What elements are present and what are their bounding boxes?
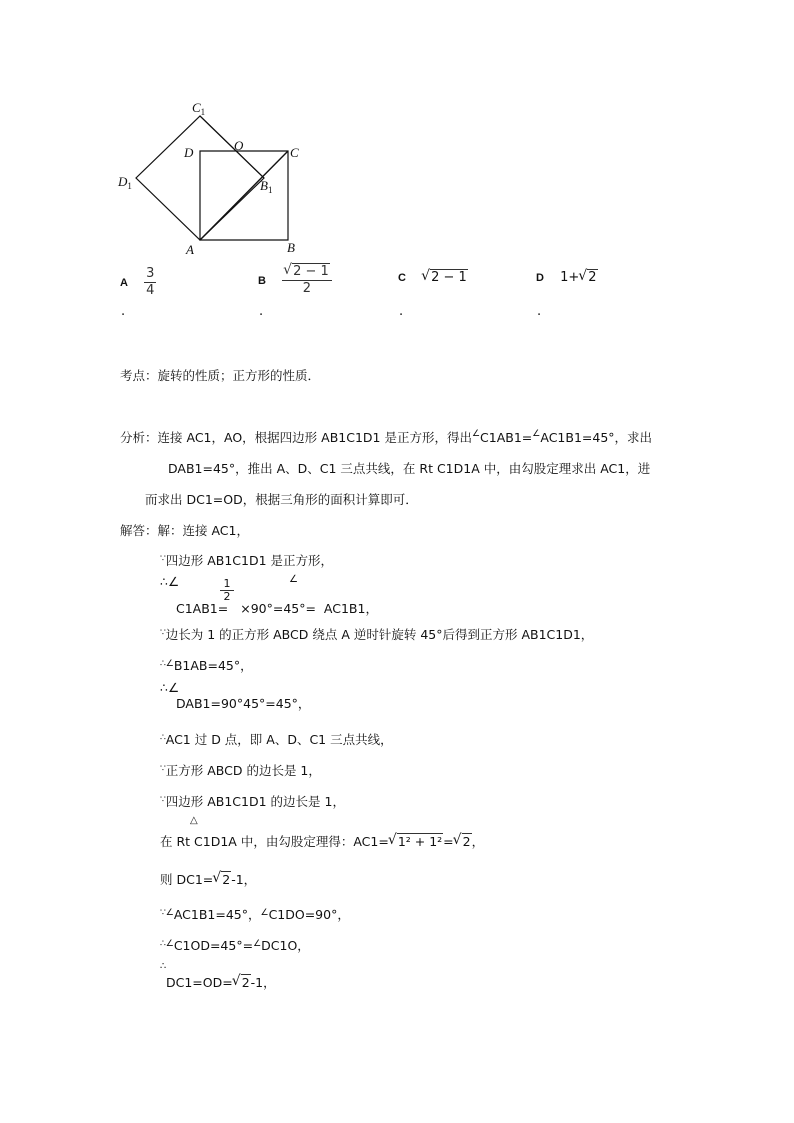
option-d-sqrt-icon: √ 2 [579, 270, 597, 285]
sqrt-icon: √ 2 [213, 872, 231, 887]
triangle-icon: △ [190, 815, 198, 826]
solution-line-5: DAB1=90°45°=45°， [176, 696, 311, 711]
half-fraction: $\frac{1}{2}$ [220, 578, 234, 603]
label-b: B [287, 240, 295, 255]
solution-line-2: C1AB1= ×90°=45°= AC1B1， [176, 601, 378, 616]
angle-icon: ∠ [260, 908, 269, 918]
edge-c1b1 [200, 116, 264, 178]
label-o: O [234, 138, 244, 153]
kaodian-text: 考点：旋转的性质；正方形的性质． [120, 368, 321, 383]
therefore-icon: ∴ [160, 961, 167, 972]
option-c-dot: . [399, 304, 404, 319]
solution-line-12: ∴∠C1OD=45°=∠DC1O， [160, 938, 310, 953]
because-icon: ∵ [160, 554, 166, 564]
therefore-icon: ∴ [160, 659, 166, 669]
solution-label: 解答：解：连接 AC1， [120, 523, 249, 538]
label-b1: $B_1$ [260, 178, 273, 195]
option-c-sqrt-icon: √ 2 − 1 [422, 270, 468, 285]
option-a-letter: A [120, 277, 128, 289]
angle-icon: ∠ [471, 429, 481, 439]
solution-line-8: ∵四边形 AB1C1D1 的边长是 1， [160, 794, 345, 809]
because-icon: ∵ [160, 908, 166, 918]
solution-line-9: 在 Rt C1D1A 中，由勾股定理得：AC1=√ 1² + 1²=√ 2， [160, 832, 484, 850]
option-b-dot: . [259, 304, 264, 319]
option-b-fraction: √ $\frac{2 - 1}{2}$ [282, 264, 332, 297]
therefore-icon: ∴ [160, 733, 166, 743]
because-icon: ∵ [160, 764, 166, 774]
label-c1: $C_1$ [192, 100, 206, 117]
therefore-icon: ∴ [160, 939, 166, 949]
analysis-line-1: 分析：连接 AC1，AO，根据四边形 AB1C1D1 是正方形，得出∠C1AB1=∠AC1B1=45°，求出 [120, 429, 653, 445]
label-d: D [184, 145, 194, 160]
sqrt-icon: √ 2 [233, 975, 251, 990]
option-d[interactable]: D 1+√ 2 [536, 270, 598, 285]
solution-line-6: ∴AC1 过 D 点，即 A、D、C1 三点共线， [160, 732, 393, 747]
option-b[interactable] [258, 264, 332, 297]
analysis-line-2: DAB1=45°，推出 A、D、C1 三点共线，在 Rt C1D1A 中，由勾股定理求出 AC1，进 [168, 461, 651, 476]
angle-icon: ∠ [532, 429, 541, 439]
angle-icon: ∠ [289, 574, 298, 585]
diagonal-ac [200, 151, 288, 240]
solution-line-1: ∵四边形 AB1C1D1 是正方形， [160, 553, 334, 568]
option-b-sqrt-icon: √ 2 − 1 [284, 264, 330, 280]
angle-icon: ∠ [165, 939, 174, 949]
solution-line-10: 则 DC1=√ 2-1， [160, 870, 256, 888]
option-b-letter: B [258, 275, 266, 287]
analysis-line-3: 而求出 DC1=OD，根据三角形的面积计算即可． [145, 492, 418, 507]
option-d-dot: . [537, 304, 542, 319]
option-d-letter: D [536, 272, 544, 284]
option-c-letter: C [398, 272, 406, 284]
option-a-dot: . [121, 304, 126, 319]
solution-line-4: ∴∠B1AB=45°， [160, 658, 253, 673]
because-icon: ∵ [160, 795, 166, 805]
solution-line-7: ∵正方形 ABCD 的边长是 1， [160, 763, 321, 778]
option-a-fraction: $\frac{3}{4}$ [146, 266, 155, 298]
label-a: A [186, 242, 194, 257]
solution-line-3: ∵边长为 1 的正方形 ABCD 绕点 A 逆时针旋转 45°后得到正方形 AB1C1D1， [160, 627, 594, 642]
label-c: C [290, 145, 299, 160]
option-c[interactable] [398, 270, 468, 285]
solution-therefore-angle-2: ∴∠ [160, 680, 180, 695]
square-rotation-diagram [112, 96, 312, 264]
geometry-figure [112, 96, 312, 264]
option-a[interactable] [120, 266, 156, 299]
solution-therefore-angle-1: ∴∠ [160, 574, 180, 589]
solution-line-11: ∵∠AC1B1=45°，∠C1DO=90°， [160, 907, 350, 922]
because-icon: ∵ [160, 628, 166, 638]
angle-icon: ∠ [165, 659, 174, 669]
sqrt-icon: √ 1² + 1² [389, 834, 443, 849]
angle-icon: ∠ [165, 908, 174, 918]
solution-line-13: DC1=OD=√ 2-1， [166, 973, 276, 991]
sqrt-icon: √ 2 [454, 834, 472, 849]
label-d1: $D_1$ [118, 174, 132, 191]
angle-icon: ∠ [253, 939, 262, 949]
